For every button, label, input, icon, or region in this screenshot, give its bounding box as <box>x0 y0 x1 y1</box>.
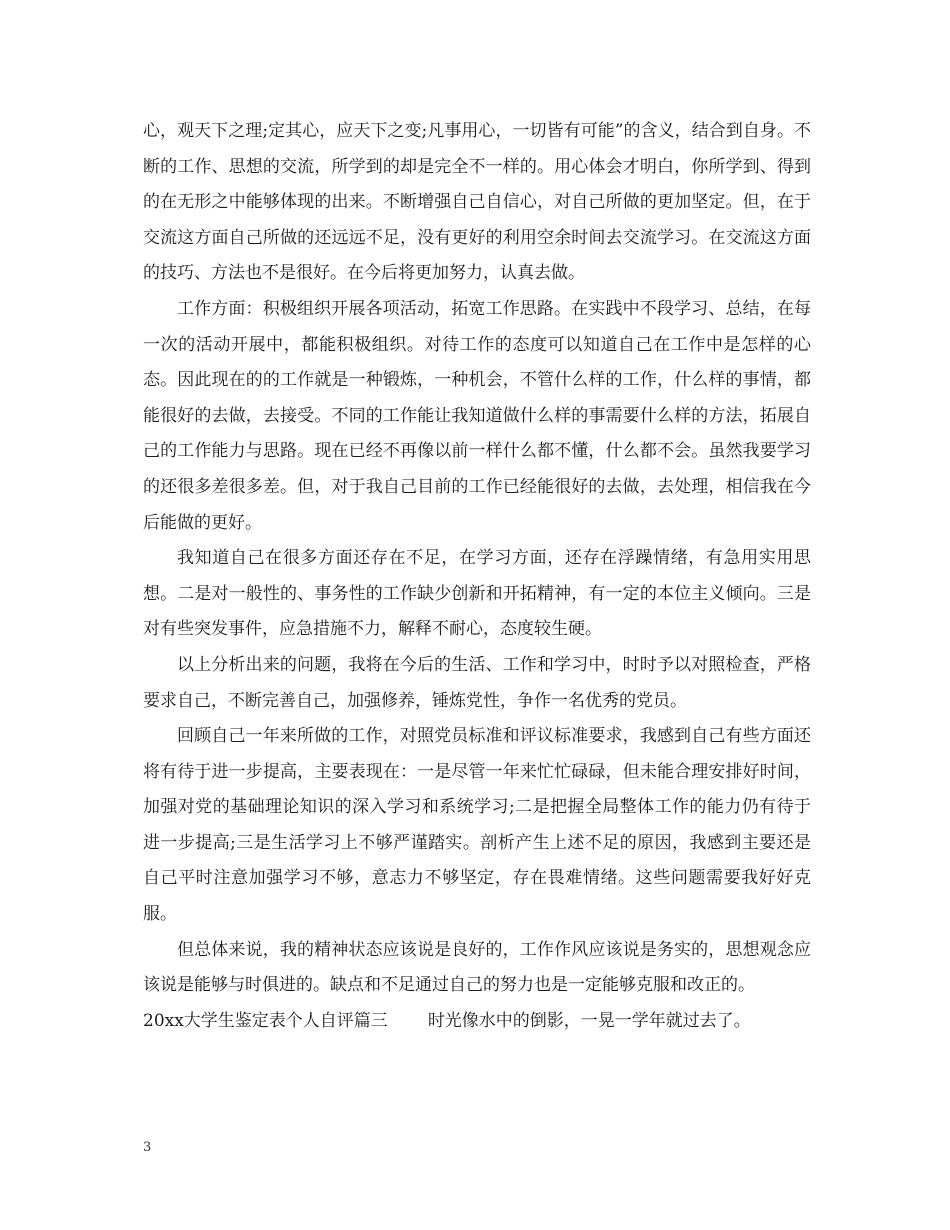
page-number: 3 <box>143 1140 152 1155</box>
section-heading-line <box>143 1004 811 1040</box>
paragraph-work-aspect: 工作方面：积极组织开展各项活动，拓宽工作思路。在实践中不段学习、总结，在每一次的活动开展中，都能积极组织。对待工作的态度可以知道自己在工作中是怎样的心态。因此现在的的工作就是一种锻炼，一种机会，不管什么样的工作，什么样的事情，都能很好的去做，去接受。不同的工作能让我知道做什么样的事需要什么样的方法，拓展自己的工作能力与思路。现在已经不再像以前一样什么都不懂，什么都不会。虽然我要学习的还很多差很多差。但，对于我自己目前的工作已经能很好的去做，去处理，相信我在今后能做的更好。 <box>143 298 811 533</box>
paragraph-summary: 但总体来说，我的精神状态应该说是良好的，工作作风应该说是务实的，思想观念应该说是能够与时俱进的。缺点和不足通过自己的努力也是一定能够克服和改正的。 <box>143 939 811 996</box>
section-first-line: 时光像水中的倒影，一晃一学年就过去了。 <box>427 1010 751 1031</box>
section-heading: 20xx大学生鉴定表个人自评篇三 <box>143 1010 388 1031</box>
paragraph-shortcomings: 我知道自己在很多方面还存在不足，在学习方面，还存在浮躁情绪，有急用实用思想。二是对一般性的、事务性的工作缺少创新和开拓精神，有一定的本位主义倾向。三是对有些突发事件，应急措施不力，解释不耐心，态度较生硬。 <box>143 548 811 640</box>
paragraph-continued: 心，观天下之理;定其心，应天下之变;凡事用心，一切皆有可能”的含义，结合到自身。不断的工作、思想的交流，所学到的却是完全不一样的。用心体会才明白，你所学到、得到的在无形之中能够体现的出来。不断增强自己自信心，对自己所做的更加坚定。但，在于交流这方面自己所做的还远远不足，没有更好的利用空余时间去交流学习。在交流这方面的技巧、方法也不是很好。在今后将更加努力，认真去做。 <box>143 121 811 284</box>
paragraph-self-check: 以上分析出来的问题，我将在今后的生活、工作和学习中，时时予以对照检查，严格要求自己，不断完善自己，加强修养，锤炼党性，争作一名优秀的党员。 <box>143 654 811 711</box>
document-page <box>143 114 811 1039</box>
paragraph-review: 回顾自己一年来所做的工作，对照党员标准和评议标准要求，我感到自己有些方面还将有待于进一步提高，主要表现在：一是尽管一年来忙忙碌碌，但未能合理安排好时间，加强对党的基础理论知识的深入学习和系统学习;二是把握全局整体工作的能力仍有待于进一步提高;三是生活学习上不够严谨踏实。剖析产生上述不足的原因，我感到主要还是自己平时注意加强学习不够，意志力不够坚定，存在畏难情绪。这些问题需要我好好克服。 <box>143 726 811 925</box>
